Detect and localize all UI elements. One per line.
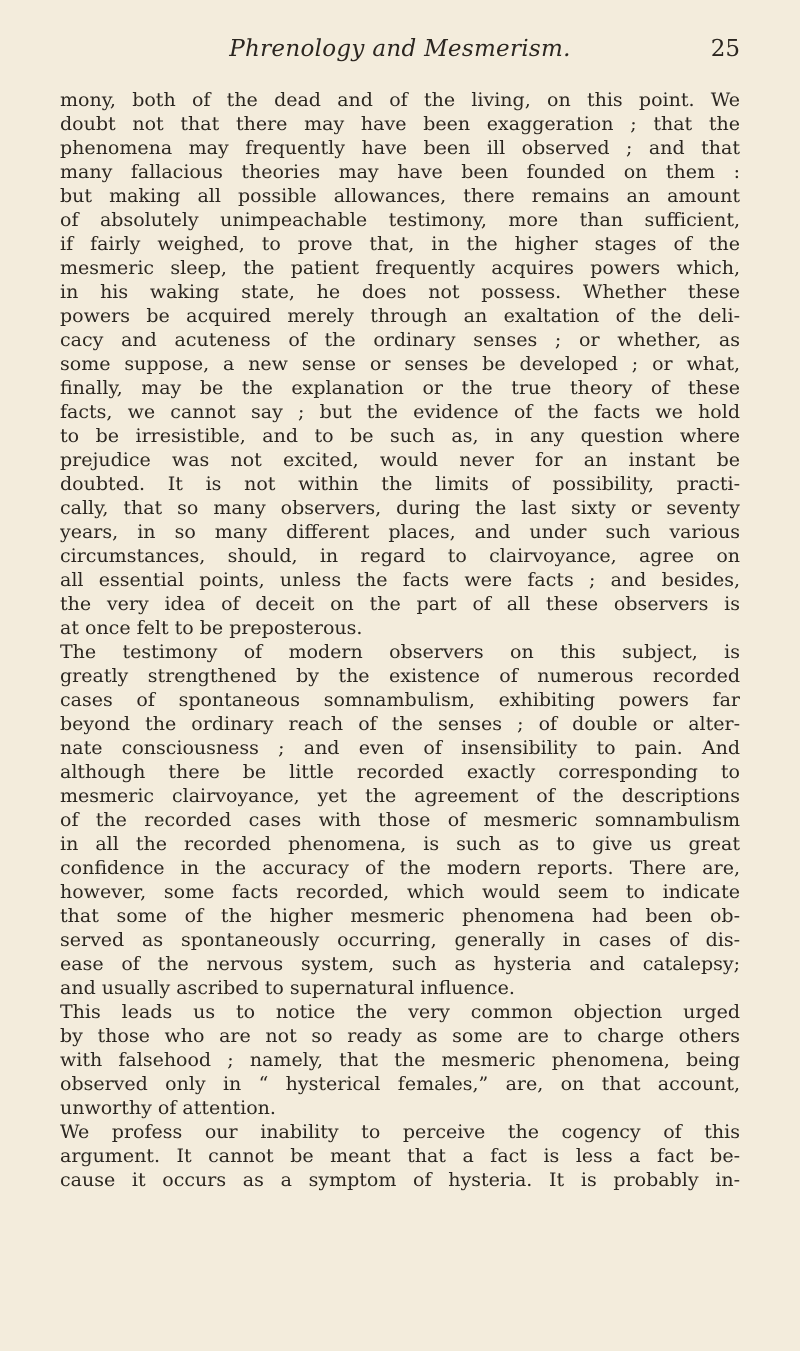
text-line: mesmeric clairvoyance, yet the agreement of the descriptions [60,785,740,807]
text-line: confidence in the accuracy of the modern reports. There are, [60,857,740,879]
text-line: all essential points, unless the facts were facts ; and besides, [60,569,740,591]
text-line: with falsehood ; namely, that the mesmeric phenomena, being [60,1049,740,1071]
text-line: cases of spontaneous somnambulism, exhibiting powers far [60,689,740,711]
text-line: although there be little recorded exactly corresponding to [60,761,740,783]
text-line: that some of the higher mesmeric phenomena had been ob- [60,905,740,927]
text-line: at once felt to be preposterous. [60,617,363,639]
text-line: unworthy of attention. [60,1097,276,1119]
text-line: of the recorded cases with those of mesmeric somnambulism [60,809,740,831]
text-line: mesmeric sleep, the patient frequently acquires powers which, [60,257,740,279]
text-line: circumstances, should, in regard to clairvoyance, agree on [60,545,740,567]
text-line: cally, that so many observers, during the last sixty or seventy [60,497,740,519]
text-line: We profess our inability to perceive the cogency of this [60,1121,740,1143]
text-line: if fairly weighed, to prove that, in the higher stages of the [60,233,740,255]
text-line: many fallacious theories may have been founded on them : [60,161,740,183]
text-line: to be irresistible, and to be such as, in any question where [60,425,740,447]
page-number: 25 [710,36,740,62]
text-line: beyond the ordinary reach of the senses ; of double or alter- [60,713,740,735]
text-line: however, some facts recorded, which would seem to indicate [60,881,740,903]
text-line: years, in so many different places, and under such various [60,521,740,543]
text-line: doubted. It is not within the limits of possibility, practi- [60,473,740,495]
text-line: served as spontaneously occurring, generally in cases of dis- [60,929,740,951]
text-line: by those who are not so ready as some are to charge others [60,1025,740,1047]
text-line: but making all possible allowances, there remains an amount [60,185,740,207]
text-line: doubt not that there may have been exaggeration ; that the [60,113,740,135]
text-line: cause it occurs as a symptom of hysteria. It is probably in- [60,1169,740,1191]
text-line: and usually ascribed to supernatural influence. [60,977,515,999]
text-line: ease of the nervous system, such as hysteria and catalepsy; [60,953,740,975]
text-line: cacy and acuteness of the ordinary senses ; or whether, as [60,329,740,351]
text-line: powers be acquired merely through an exaltation of the deli- [60,305,740,327]
text-line: facts, we cannot say ; but the evidence of the facts we hold [60,401,740,423]
text-line: in all the recorded phenomena, is such as to give us great [60,833,740,855]
text-line: of absolutely unimpeachable testimony, more than sufficient, [60,209,740,231]
text-line: some suppose, a new sense or senses be developed ; or what, [60,353,740,375]
page-header [60,36,740,76]
text-line: The testimony of modern observers on this subject, is [60,641,740,663]
text-line: observed only in “ hysterical females,” are, on that account, [60,1073,740,1095]
text-line: prejudice was not excited, would never for an instant be [60,449,740,471]
text-line: finally, may be the explanation or the true theory of these [60,377,740,399]
text-line: greatly strengthened by the existence of numerous recorded [60,665,740,687]
text-line: mony, both of the dead and of the living, on this point. We [60,89,740,111]
text-line: argument. It cannot be meant that a fact is less a fact be- [60,1145,740,1167]
text-line: This leads us to notice the very common objection urged [60,1001,740,1023]
text-line: phenomena may frequently have been ill observed ; and that [60,137,740,159]
text-line: in his waking state, he does not possess. Whether these [60,281,740,303]
text-line: the very idea of deceit on the part of all these observers is [60,593,740,615]
text-line: nate consciousness ; and even of insensibility to pain. And [60,737,740,759]
running-title: Phrenology and Mesmerism. [229,36,571,62]
body-text [60,88,740,1192]
